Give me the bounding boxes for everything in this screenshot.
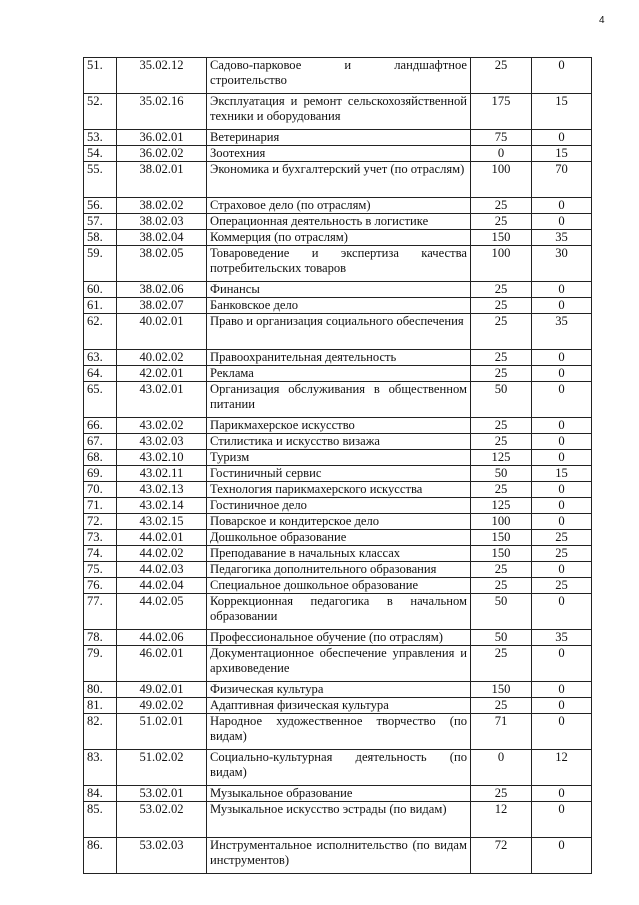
quota-value-1-cell: 150 — [471, 230, 532, 246]
row-number-cell: 54. — [84, 146, 117, 162]
specialty-name-cell: Туризм — [207, 450, 471, 466]
row-number-cell: 77. — [84, 594, 117, 630]
quota-value-2-cell: 0 — [532, 214, 592, 230]
quota-value-2-cell: 35 — [532, 630, 592, 646]
quota-value-1-cell: 0 — [471, 146, 532, 162]
quota-value-1-cell: 25 — [471, 578, 532, 594]
row-number-cell: 80. — [84, 682, 117, 698]
table-row — [84, 350, 592, 366]
specialty-name-cell: Садово-парковое и ландшафтное строительство — [207, 58, 471, 94]
row-number-cell: 75. — [84, 562, 117, 578]
quota-value-2-cell: 25 — [532, 546, 592, 562]
row-number-cell: 70. — [84, 482, 117, 498]
quota-value-2-cell: 0 — [532, 514, 592, 530]
table-row — [84, 578, 592, 594]
quota-value-2-cell: 0 — [532, 434, 592, 450]
specialty-name-cell: Инструментальное исполнительство (по видам инструментов) — [207, 838, 471, 874]
quota-value-2-cell: 15 — [532, 466, 592, 482]
quota-value-1-cell: 25 — [471, 482, 532, 498]
quota-value-1-cell: 125 — [471, 450, 532, 466]
specialty-name-cell: Право и организация социального обеспечения — [207, 314, 471, 350]
specialty-code-cell: 44.02.02 — [117, 546, 207, 562]
table-row — [84, 530, 592, 546]
row-number-cell: 68. — [84, 450, 117, 466]
specialty-code-cell: 43.02.15 — [117, 514, 207, 530]
quota-value-2-cell: 0 — [532, 298, 592, 314]
quota-value-1-cell: 25 — [471, 786, 532, 802]
table-row — [84, 434, 592, 450]
quota-value-1-cell: 50 — [471, 630, 532, 646]
specialty-code-cell: 38.02.02 — [117, 198, 207, 214]
quota-value-1-cell: 25 — [471, 698, 532, 714]
specialty-code-cell: 35.02.16 — [117, 94, 207, 130]
table-row — [84, 146, 592, 162]
row-number-cell: 66. — [84, 418, 117, 434]
row-number-cell: 85. — [84, 802, 117, 838]
specialty-code-cell: 40.02.02 — [117, 350, 207, 366]
quota-value-2-cell: 0 — [532, 58, 592, 94]
specialty-code-cell: 43.02.02 — [117, 418, 207, 434]
quota-value-2-cell: 25 — [532, 530, 592, 546]
specialties-table — [83, 57, 592, 874]
specialty-code-cell: 36.02.02 — [117, 146, 207, 162]
quota-value-1-cell: 100 — [471, 162, 532, 198]
specialty-name-cell: Организация обслуживания в общественном питании — [207, 382, 471, 418]
row-number-cell: 53. — [84, 130, 117, 146]
quota-value-2-cell: 0 — [532, 562, 592, 578]
quota-value-2-cell: 35 — [532, 230, 592, 246]
row-number-cell: 69. — [84, 466, 117, 482]
specialty-name-cell: Реклама — [207, 366, 471, 382]
specialty-name-cell: Коммерция (по отраслям) — [207, 230, 471, 246]
specialty-code-cell: 46.02.01 — [117, 646, 207, 682]
table-row — [84, 198, 592, 214]
quota-value-2-cell: 30 — [532, 246, 592, 282]
table-row — [84, 698, 592, 714]
quota-value-1-cell: 25 — [471, 198, 532, 214]
specialty-code-cell: 53.02.03 — [117, 838, 207, 874]
table-row — [84, 682, 592, 698]
quota-value-2-cell: 0 — [532, 450, 592, 466]
row-number-cell: 76. — [84, 578, 117, 594]
specialty-code-cell: 49.02.02 — [117, 698, 207, 714]
row-number-cell: 74. — [84, 546, 117, 562]
table-row — [84, 562, 592, 578]
row-number-cell: 72. — [84, 514, 117, 530]
row-number-cell: 82. — [84, 714, 117, 750]
table-row — [84, 786, 592, 802]
specialty-code-cell: 44.02.04 — [117, 578, 207, 594]
table-row — [84, 802, 592, 838]
specialty-code-cell: 38.02.06 — [117, 282, 207, 298]
specialty-name-cell: Стилистика и искусство визажа — [207, 434, 471, 450]
quota-value-2-cell: 0 — [532, 382, 592, 418]
quota-value-1-cell: 25 — [471, 58, 532, 94]
specialty-code-cell: 38.02.04 — [117, 230, 207, 246]
quota-value-2-cell: 0 — [532, 350, 592, 366]
specialty-name-cell: Товароведение и экспертиза качества потребительских товаров — [207, 246, 471, 282]
quota-value-1-cell: 150 — [471, 546, 532, 562]
quota-value-2-cell: 35 — [532, 314, 592, 350]
specialty-name-cell: Музыкальное образование — [207, 786, 471, 802]
specialty-code-cell: 53.02.01 — [117, 786, 207, 802]
table-row — [84, 498, 592, 514]
row-number-cell: 55. — [84, 162, 117, 198]
table-row — [84, 714, 592, 750]
specialty-code-cell: 38.02.05 — [117, 246, 207, 282]
specialty-code-cell: 38.02.07 — [117, 298, 207, 314]
table-row — [84, 450, 592, 466]
quota-value-2-cell: 0 — [532, 198, 592, 214]
quota-value-2-cell: 0 — [532, 498, 592, 514]
table-row — [84, 130, 592, 146]
quota-value-1-cell: 75 — [471, 130, 532, 146]
quota-value-1-cell: 12 — [471, 802, 532, 838]
specialty-name-cell: Преподавание в начальных классах — [207, 546, 471, 562]
specialty-code-cell: 42.02.01 — [117, 366, 207, 382]
quota-value-1-cell: 100 — [471, 514, 532, 530]
specialty-code-cell: 43.02.03 — [117, 434, 207, 450]
specialty-name-cell: Финансы — [207, 282, 471, 298]
specialty-code-cell: 49.02.01 — [117, 682, 207, 698]
specialty-code-cell: 51.02.01 — [117, 714, 207, 750]
table-row — [84, 838, 592, 874]
specialty-code-cell: 44.02.01 — [117, 530, 207, 546]
specialty-code-cell: 38.02.03 — [117, 214, 207, 230]
table-row — [84, 482, 592, 498]
quota-value-1-cell: 175 — [471, 94, 532, 130]
row-number-cell: 65. — [84, 382, 117, 418]
specialty-name-cell: Гостиничный сервис — [207, 466, 471, 482]
table-row — [84, 58, 592, 94]
quota-value-1-cell: 50 — [471, 466, 532, 482]
specialty-name-cell: Поварское и кондитерское дело — [207, 514, 471, 530]
quota-value-2-cell: 0 — [532, 366, 592, 382]
quota-value-1-cell: 150 — [471, 530, 532, 546]
quota-value-1-cell: 72 — [471, 838, 532, 874]
specialty-name-cell: Банковское дело — [207, 298, 471, 314]
row-number-cell: 79. — [84, 646, 117, 682]
specialty-name-cell: Операционная деятельность в логистике — [207, 214, 471, 230]
specialty-code-cell: 40.02.01 — [117, 314, 207, 350]
table-row — [84, 162, 592, 198]
quota-value-2-cell: 0 — [532, 418, 592, 434]
specialty-name-cell: Адаптивная физическая культура — [207, 698, 471, 714]
table-row — [84, 514, 592, 530]
row-number-cell: 63. — [84, 350, 117, 366]
quota-value-2-cell: 15 — [532, 146, 592, 162]
table-row — [84, 382, 592, 418]
specialty-name-cell: Эксплуатация и ремонт сельскохозяйственной техники и оборудования — [207, 94, 471, 130]
specialty-code-cell: 43.02.13 — [117, 482, 207, 498]
table-row — [84, 630, 592, 646]
row-number-cell: 51. — [84, 58, 117, 94]
specialty-code-cell: 38.02.01 — [117, 162, 207, 198]
row-number-cell: 52. — [84, 94, 117, 130]
specialty-name-cell: Экономика и бухгалтерский учет (по отраслям) — [207, 162, 471, 198]
page-number: 4 — [599, 15, 605, 26]
table-row — [84, 94, 592, 130]
quota-value-1-cell: 25 — [471, 214, 532, 230]
row-number-cell: 61. — [84, 298, 117, 314]
row-number-cell: 57. — [84, 214, 117, 230]
quota-value-2-cell: 70 — [532, 162, 592, 198]
row-number-cell: 58. — [84, 230, 117, 246]
quota-value-1-cell: 25 — [471, 350, 532, 366]
specialty-name-cell: Страховое дело (по отраслям) — [207, 198, 471, 214]
table-row — [84, 282, 592, 298]
specialty-name-cell: Зоотехния — [207, 146, 471, 162]
quota-value-1-cell: 125 — [471, 498, 532, 514]
table-row — [84, 466, 592, 482]
row-number-cell: 71. — [84, 498, 117, 514]
quota-value-1-cell: 25 — [471, 418, 532, 434]
table-row — [84, 298, 592, 314]
quota-value-1-cell: 25 — [471, 314, 532, 350]
specialty-code-cell: 36.02.01 — [117, 130, 207, 146]
row-number-cell: 60. — [84, 282, 117, 298]
quota-value-2-cell: 0 — [532, 802, 592, 838]
specialty-name-cell: Народное художественное творчество (по видам) — [207, 714, 471, 750]
table-row — [84, 366, 592, 382]
quota-value-1-cell: 25 — [471, 298, 532, 314]
quota-value-1-cell: 0 — [471, 750, 532, 786]
specialty-name-cell: Документационное обеспечение управления и архивоведение — [207, 646, 471, 682]
row-number-cell: 78. — [84, 630, 117, 646]
quota-value-1-cell: 25 — [471, 646, 532, 682]
quota-value-1-cell: 50 — [471, 594, 532, 630]
row-number-cell: 83. — [84, 750, 117, 786]
row-number-cell: 59. — [84, 246, 117, 282]
table-body — [84, 58, 592, 874]
specialty-name-cell: Технология парикмахерского искусства — [207, 482, 471, 498]
specialty-name-cell: Ветеринария — [207, 130, 471, 146]
quota-value-2-cell: 0 — [532, 698, 592, 714]
specialty-name-cell: Профессиональное обучение (по отраслям) — [207, 630, 471, 646]
table-row — [84, 246, 592, 282]
quota-value-1-cell: 25 — [471, 366, 532, 382]
specialty-code-cell: 43.02.01 — [117, 382, 207, 418]
table-row — [84, 546, 592, 562]
row-number-cell: 73. — [84, 530, 117, 546]
table-row — [84, 418, 592, 434]
quota-value-1-cell: 25 — [471, 562, 532, 578]
row-number-cell: 67. — [84, 434, 117, 450]
quota-value-2-cell: 0 — [532, 282, 592, 298]
specialty-name-cell: Специальное дошкольное образование — [207, 578, 471, 594]
row-number-cell: 64. — [84, 366, 117, 382]
specialty-name-cell: Музыкальное искусство эстрады (по видам) — [207, 802, 471, 838]
quota-value-1-cell: 150 — [471, 682, 532, 698]
quota-value-2-cell: 0 — [532, 682, 592, 698]
quota-value-2-cell: 0 — [532, 594, 592, 630]
table-row — [84, 314, 592, 350]
quota-value-1-cell: 71 — [471, 714, 532, 750]
table-row — [84, 230, 592, 246]
quota-value-2-cell: 0 — [532, 838, 592, 874]
quota-value-2-cell: 0 — [532, 714, 592, 750]
quota-value-2-cell: 0 — [532, 646, 592, 682]
quota-value-2-cell: 0 — [532, 482, 592, 498]
quota-value-2-cell: 15 — [532, 94, 592, 130]
specialty-name-cell: Педагогика дополнительного образования — [207, 562, 471, 578]
specialty-name-cell: Социально-культурная деятельность (по видам) — [207, 750, 471, 786]
quota-value-2-cell: 0 — [532, 786, 592, 802]
specialty-code-cell: 44.02.06 — [117, 630, 207, 646]
row-number-cell: 56. — [84, 198, 117, 214]
specialty-code-cell: 35.02.12 — [117, 58, 207, 94]
table-row — [84, 646, 592, 682]
specialty-code-cell: 43.02.10 — [117, 450, 207, 466]
quota-value-2-cell: 25 — [532, 578, 592, 594]
specialty-name-cell: Правоохранительная деятельность — [207, 350, 471, 366]
specialty-name-cell: Парикмахерское искусство — [207, 418, 471, 434]
specialty-name-cell: Гостиничное дело — [207, 498, 471, 514]
row-number-cell: 86. — [84, 838, 117, 874]
specialty-name-cell: Физическая культура — [207, 682, 471, 698]
specialty-code-cell: 43.02.11 — [117, 466, 207, 482]
table-row — [84, 594, 592, 630]
quota-value-1-cell: 100 — [471, 246, 532, 282]
quota-value-1-cell: 25 — [471, 282, 532, 298]
table-row — [84, 750, 592, 786]
specialty-name-cell: Коррекционная педагогика в начальном образовании — [207, 594, 471, 630]
specialty-code-cell: 53.02.02 — [117, 802, 207, 838]
row-number-cell: 81. — [84, 698, 117, 714]
quota-value-2-cell: 12 — [532, 750, 592, 786]
specialty-name-cell: Дошкольное образование — [207, 530, 471, 546]
specialty-code-cell: 44.02.03 — [117, 562, 207, 578]
row-number-cell: 84. — [84, 786, 117, 802]
table-row — [84, 214, 592, 230]
specialty-code-cell: 44.02.05 — [117, 594, 207, 630]
specialty-code-cell: 51.02.02 — [117, 750, 207, 786]
quota-value-1-cell: 25 — [471, 434, 532, 450]
quota-value-2-cell: 0 — [532, 130, 592, 146]
specialty-code-cell: 43.02.14 — [117, 498, 207, 514]
quota-value-1-cell: 50 — [471, 382, 532, 418]
row-number-cell: 62. — [84, 314, 117, 350]
